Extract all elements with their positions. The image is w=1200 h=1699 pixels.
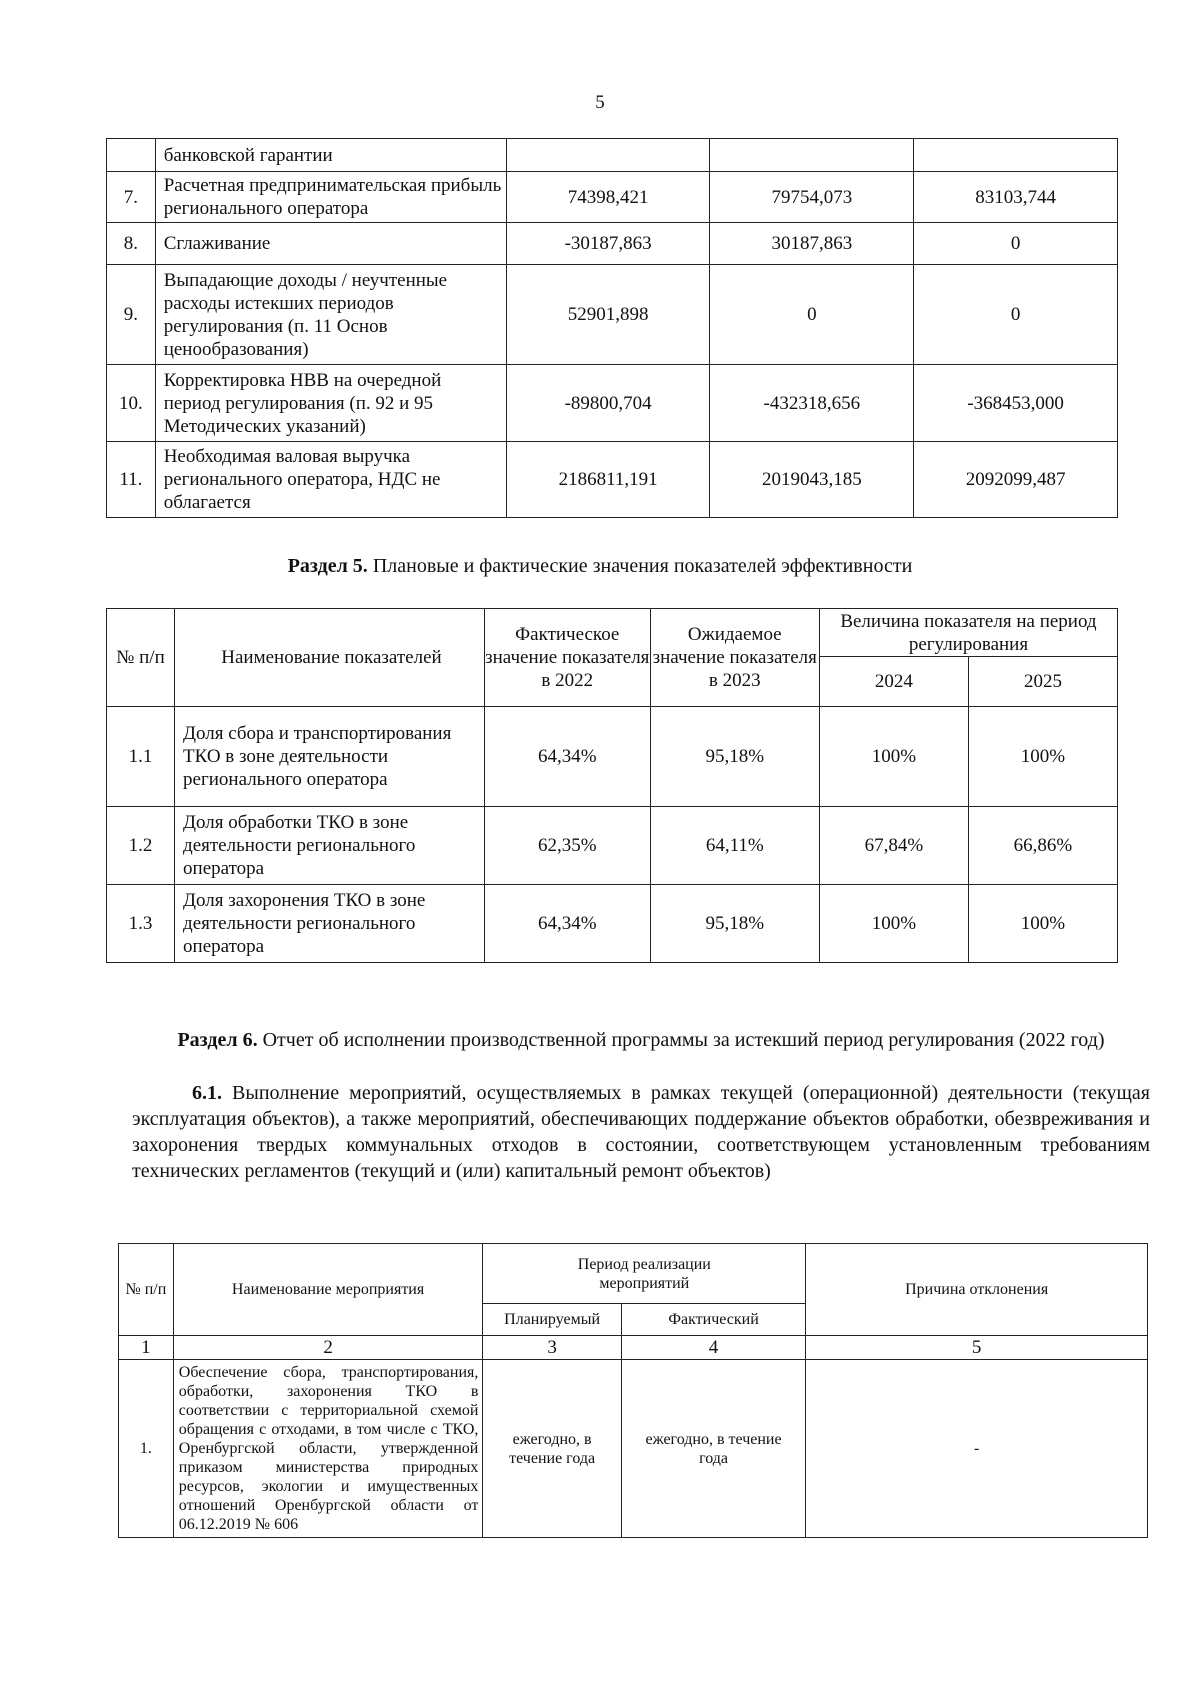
row-number: 1.2 [107, 807, 175, 885]
col-number-4: 4 [621, 1336, 805, 1360]
section5-heading [0, 555, 1200, 578]
reason-value: - [806, 1360, 1148, 1538]
value-2025: 100% [968, 885, 1117, 963]
row-number [107, 139, 156, 172]
value-2024: 100% [819, 707, 968, 807]
table-row [119, 1360, 1148, 1538]
actual-value: ежегодно, в течение года [621, 1360, 805, 1538]
row-number: 1.3 [107, 885, 175, 963]
header-row [119, 1244, 1148, 1304]
table-row [107, 365, 1118, 442]
header-fact: Фактическое значение показателя в 2022 [484, 609, 650, 707]
header-actual: Фактический [621, 1304, 805, 1336]
table-row [107, 442, 1118, 518]
page-number: 5 [595, 92, 605, 113]
value-2024: 100% [819, 885, 968, 963]
row-name: Доля сбора и транспортирования ТКО в зоне деятельности регионального оператора [175, 707, 485, 807]
row-name: Доля обработки ТКО в зоне деятельности регионального оператора [175, 807, 485, 885]
fact-value: 62,35% [484, 807, 650, 885]
value-2: 30187,863 [710, 223, 914, 265]
value-3: 0 [914, 223, 1118, 265]
row-number: 9. [107, 265, 156, 365]
row-name: Сглаживание [155, 223, 506, 265]
table-row [107, 807, 1118, 885]
section6-paragraph [132, 1080, 1150, 1184]
table-row [107, 172, 1118, 223]
expected-value: 95,18% [650, 885, 819, 963]
section6-label: Раздел 6. [177, 1029, 258, 1051]
col-number-1: 1 [119, 1336, 174, 1360]
row-name: Необходимая валовая выручка регионального оператора, НДС не облагается [155, 442, 506, 518]
paragraph-text: Выполнение мероприятий, осуществляемых в рамках текущей (операционной) деятельности (текущая эксплуатация объектов), а также мероприятий, обеспечивающих поддержание объектов обработки, обезвреживания и захоронения твердых коммунальных отходов в состоянии, соответствующем установленным требованиям технических регламентов (текущий и (или) капитальный ремонт объектов) [132, 1082, 1150, 1182]
header-num: № п/п [119, 1244, 174, 1336]
value-3: -368453,000 [914, 365, 1118, 442]
value-3 [914, 139, 1118, 172]
header-num: № п/п [107, 609, 175, 707]
header-period: Величина показателя на период регулирования [819, 609, 1117, 657]
section5-label: Раздел 5. [287, 555, 368, 577]
header-expected: Ожидаемое значение показателя в 2023 [650, 609, 819, 707]
row-name: Выпадающие доходы / неучтенные расходы истекших периодов регулирования (п. 11 Основ ценообразования) [155, 265, 506, 365]
row-number: 8. [107, 223, 156, 265]
table-row [107, 885, 1118, 963]
value-2 [710, 139, 914, 172]
value-2024: 67,84% [819, 807, 968, 885]
row-name: банковской гарантии [155, 139, 506, 172]
value-2: 0 [710, 265, 914, 365]
value-3: 0 [914, 265, 1118, 365]
row-number: 10. [107, 365, 156, 442]
activities-table [118, 1243, 1148, 1538]
header-planned: Планируемый [483, 1304, 621, 1336]
value-2: 2019043,185 [710, 442, 914, 518]
section6-title: Отчет об исполнении производственной программы за истекший период регулирования (2022 год) [257, 1029, 1105, 1051]
header-period: Период реализации мероприятий [483, 1244, 806, 1304]
value-2025: 66,86% [968, 807, 1117, 885]
value-2: -432318,656 [710, 365, 914, 442]
table-row [107, 265, 1118, 365]
row-name: Обеспечение сбора, транспортирования, обработки, захоронения ТКО в соответствии с территориальной схемой обращения с отходами, в том числе с ТКО, Оренбургской области, утвержденной приказом министерства природных ресурсов, экологии и имущественных отношений Оренбургской области от 06.12.2019 № 606 [173, 1360, 483, 1538]
header-name: Наименование показателей [175, 609, 485, 707]
value-1: 2186811,191 [506, 442, 710, 518]
col-number-3: 3 [483, 1336, 621, 1360]
row-name: Расчетная предпринимательская прибыль регионального оператора [155, 172, 506, 223]
row-number: 1. [119, 1360, 174, 1538]
row-name: Доля захоронения ТКО в зоне деятельности регионального оператора [175, 885, 485, 963]
planned-value: ежегодно, в течение года [483, 1360, 621, 1538]
header-2024: 2024 [819, 657, 968, 707]
value-1: 52901,898 [506, 265, 710, 365]
expected-value: 64,11% [650, 807, 819, 885]
value-1 [506, 139, 710, 172]
table-row [107, 139, 1118, 172]
column-numbers-row [119, 1336, 1148, 1360]
value-2025: 100% [968, 707, 1117, 807]
row-name: Корректировка НВВ на очередной период регулирования (п. 92 и 95 Методических указаний) [155, 365, 506, 442]
col-number-2: 2 [173, 1336, 483, 1360]
value-1: 74398,421 [506, 172, 710, 223]
fact-value: 64,34% [484, 885, 650, 963]
header-2025: 2025 [968, 657, 1117, 707]
header-reason: Причина отклонения [806, 1244, 1148, 1336]
header-row [107, 609, 1118, 657]
row-number: 7. [107, 172, 156, 223]
row-number: 11. [107, 442, 156, 518]
value-1: -89800,704 [506, 365, 710, 442]
fact-value: 64,34% [484, 707, 650, 807]
expected-value: 95,18% [650, 707, 819, 807]
header-name: Наименование мероприятия [173, 1244, 483, 1336]
row-number: 1.1 [107, 707, 175, 807]
table-row [107, 707, 1118, 807]
value-3: 83103,744 [914, 172, 1118, 223]
value-2: 79754,073 [710, 172, 914, 223]
value-1: -30187,863 [506, 223, 710, 265]
table-row [107, 223, 1118, 265]
col-number-5: 5 [806, 1336, 1148, 1360]
efficiency-table [106, 608, 1118, 963]
paragraph-label: 6.1. [192, 1082, 222, 1104]
section6-heading [132, 1027, 1150, 1053]
value-3: 2092099,487 [914, 442, 1118, 518]
section5-title: Плановые и фактические значения показателей эффективности [367, 555, 913, 577]
nvv-table [106, 138, 1118, 518]
